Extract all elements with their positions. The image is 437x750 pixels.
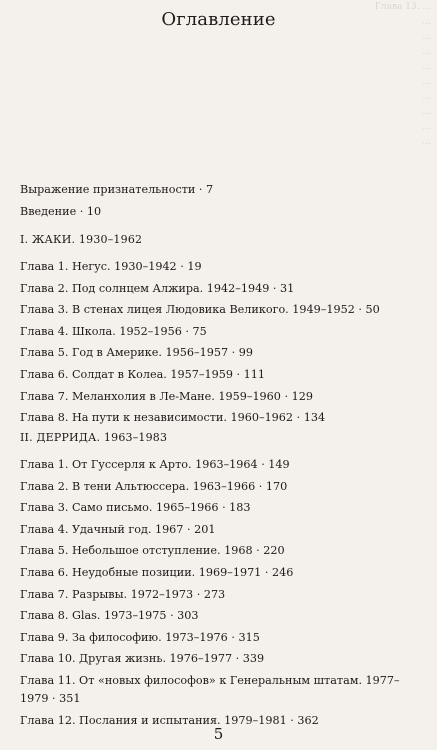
- part-heading: II. ДЕРРИДА. 1963–1983: [20, 431, 168, 444]
- bleed-through-text: Глава 13. ... ... ... ... ... ... ... ... ... ...: [374, 2, 431, 147]
- toc-entry: Глава 5. Небольшое отступление. 1968 · 220: [20, 544, 285, 558]
- front-matter: [20, 179, 425, 222]
- toc-entry: Глава 7. Разрывы. 1972–1973 · 273: [20, 587, 226, 601]
- toc-entry: Глава 4. Удачный год. 1967 · 201: [20, 522, 216, 536]
- toc-entry: Глава 1. От Гуссерля к Арто. 1963–1964 · 149: [20, 458, 290, 471]
- toc-entry: Глава 3. Само письмо. 1965–1966 · 183: [20, 501, 251, 515]
- page-number: 5: [213, 725, 224, 743]
- part2-list: [20, 454, 425, 732]
- toc-entry: Выражение признательности · 7: [20, 183, 214, 196]
- toc-entry: Глава 3. В стенах лицея Людовика Великого. 1949–1952 · 50: [20, 303, 380, 317]
- part1-list: [20, 256, 425, 429]
- part-heading: I. ЖАКИ. 1930–1962: [20, 233, 143, 246]
- toc-entry: Глава 2. В тени Альтюссера. 1963–1966 · 170: [20, 479, 288, 493]
- toc-entry: Глава 10. Другая жизнь. 1976–1977 · 339: [20, 652, 265, 666]
- toc-entry: Глава 8. Glas. 1973–1975 · 303: [20, 609, 199, 623]
- toc-entry: Глава 2. Под солнцем Алжира. 1942–1949 · 31: [20, 281, 295, 295]
- page-title: Оглавление: [161, 9, 276, 30]
- toc-entry: Глава 6. Солдат в Колеа. 1957–1959 · 111: [20, 367, 265, 381]
- toc-entry: Введение · 10: [20, 204, 102, 218]
- toc-entry: Глава 6. Неудобные позиции. 1969–1971 · 246: [20, 565, 294, 579]
- toc-entry: Глава 4. Школа. 1952–1956 · 75: [20, 324, 207, 338]
- toc-entry: Глава 12. Послания и испытания. 1979–1981 · 362: [20, 713, 319, 727]
- toc-entry: Глава 8. На пути к независимости. 1960–1962 · 134: [20, 411, 326, 425]
- toc-entry: Глава 1. Негус. 1930–1942 · 19: [20, 260, 202, 273]
- toc-entry: Глава 9. За философию. 1973–1976 · 315: [20, 630, 260, 644]
- toc-entry: Глава 11. От «новых философов» к Генеральным штатам. 1977–1979 · 351: [20, 673, 400, 705]
- toc-entry: Глава 5. Год в Америке. 1956–1957 · 99: [20, 346, 253, 360]
- toc-entry: Глава 7. Меланхолия в Ле-Мане. 1959–1960 · 129: [20, 389, 313, 403]
